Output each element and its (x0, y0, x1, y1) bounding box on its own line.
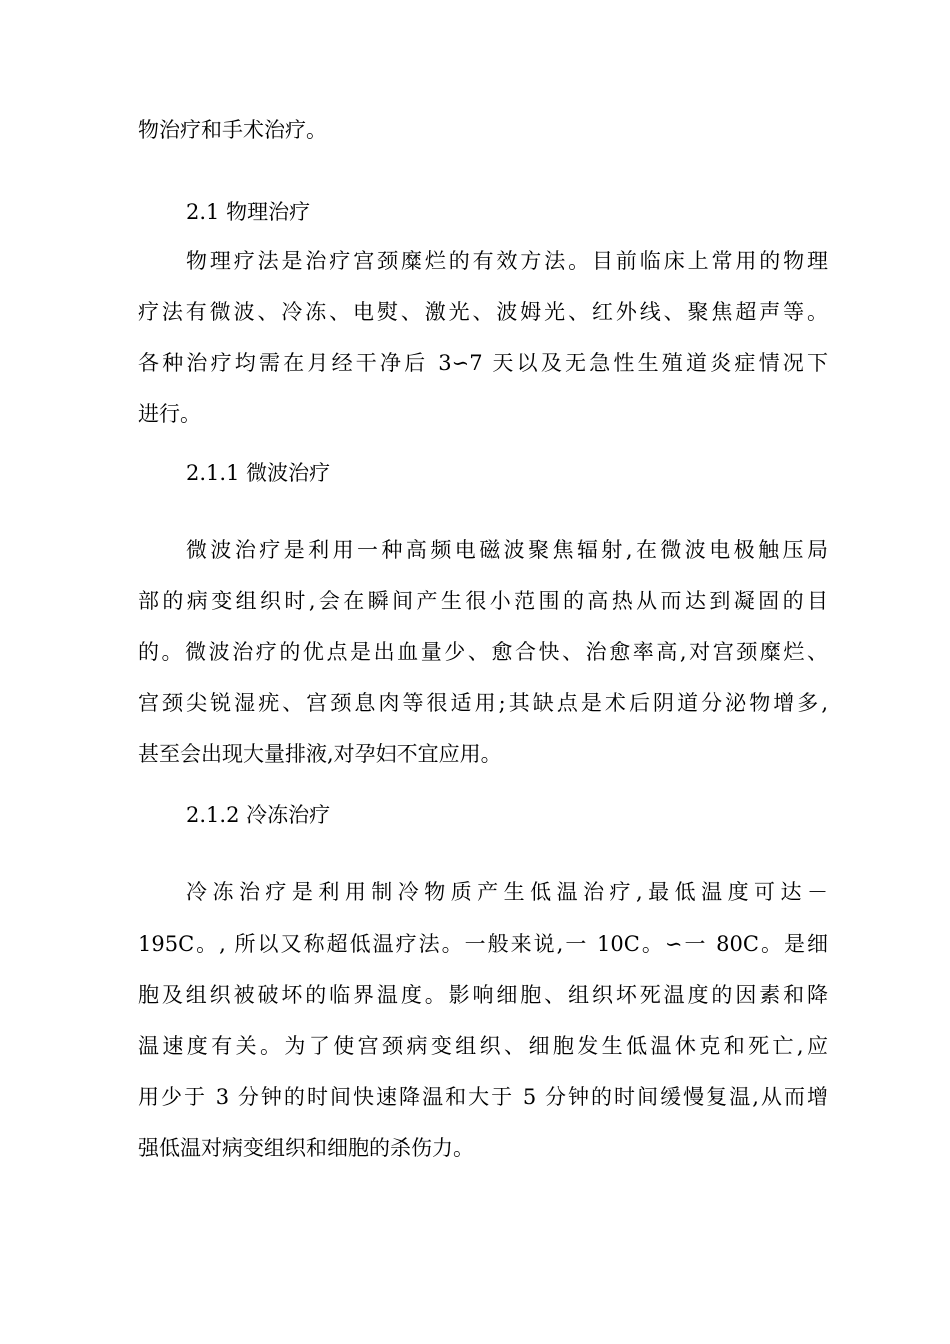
paragraph-line: 甚至会出现大量排液,对孕妇不宜应用。 (138, 742, 502, 766)
section-heading: 2.1 物理治疗 (186, 200, 311, 224)
paragraph-line: 用少于 3 分钟的时间快速降温和大于 5 分钟的时间缓慢复温,从而增 (138, 1085, 828, 1109)
subsection-heading: 2.1.2 冷冻治疗 (186, 803, 331, 827)
paragraph-line: 部的病变组织时,会在瞬间产生很小范围的高热从而达到凝固的目 (138, 589, 828, 613)
paragraph-line: 的。微波治疗的优点是出血量少、愈合快、治愈率高,对宫颈糜烂、 (138, 640, 828, 664)
paragraph-line: 195C。, 所以又称超低温疗法。一般来说,一 10C。∽一 80C。是细 (138, 932, 828, 956)
paragraph-line: 各种治疗均需在月经干净后 3∽7 天以及无急性生殖道炎症情况下 (138, 351, 828, 375)
paragraph-line: 进行。 (138, 402, 201, 426)
paragraph-line: 疗法有微波、冷冻、电熨、激光、波姆光、红外线、聚焦超声等。 (138, 300, 828, 324)
paragraph-line: 强低温对病变组织和细胞的杀伤力。 (138, 1136, 474, 1160)
paragraph-line: 物理疗法是治疗宫颈糜烂的有效方法。目前临床上常用的物理 (186, 249, 828, 273)
paragraph-line: 胞及组织被破坏的临界温度。影响细胞、组织坏死温度的因素和降 (138, 983, 828, 1007)
subsection-heading: 2.1.1 微波治疗 (186, 461, 331, 485)
paragraph-line: 宫颈尖锐湿疣、宫颈息肉等很适用;其缺点是术后阴道分泌物增多, (138, 691, 828, 715)
paragraph-line: 温速度有关。为了使宫颈病变组织、细胞发生低温休克和死亡,应 (138, 1034, 828, 1058)
paragraph-line: 微波治疗是利用一种高频电磁波聚焦辐射,在微波电极触压局 (186, 538, 828, 562)
paragraph-line: 物治疗和手术治疗。 (138, 118, 327, 142)
paragraph-line: 冷冻治疗是利用制冷物质产生低温治疗,最低温度可达－ (186, 880, 828, 904)
